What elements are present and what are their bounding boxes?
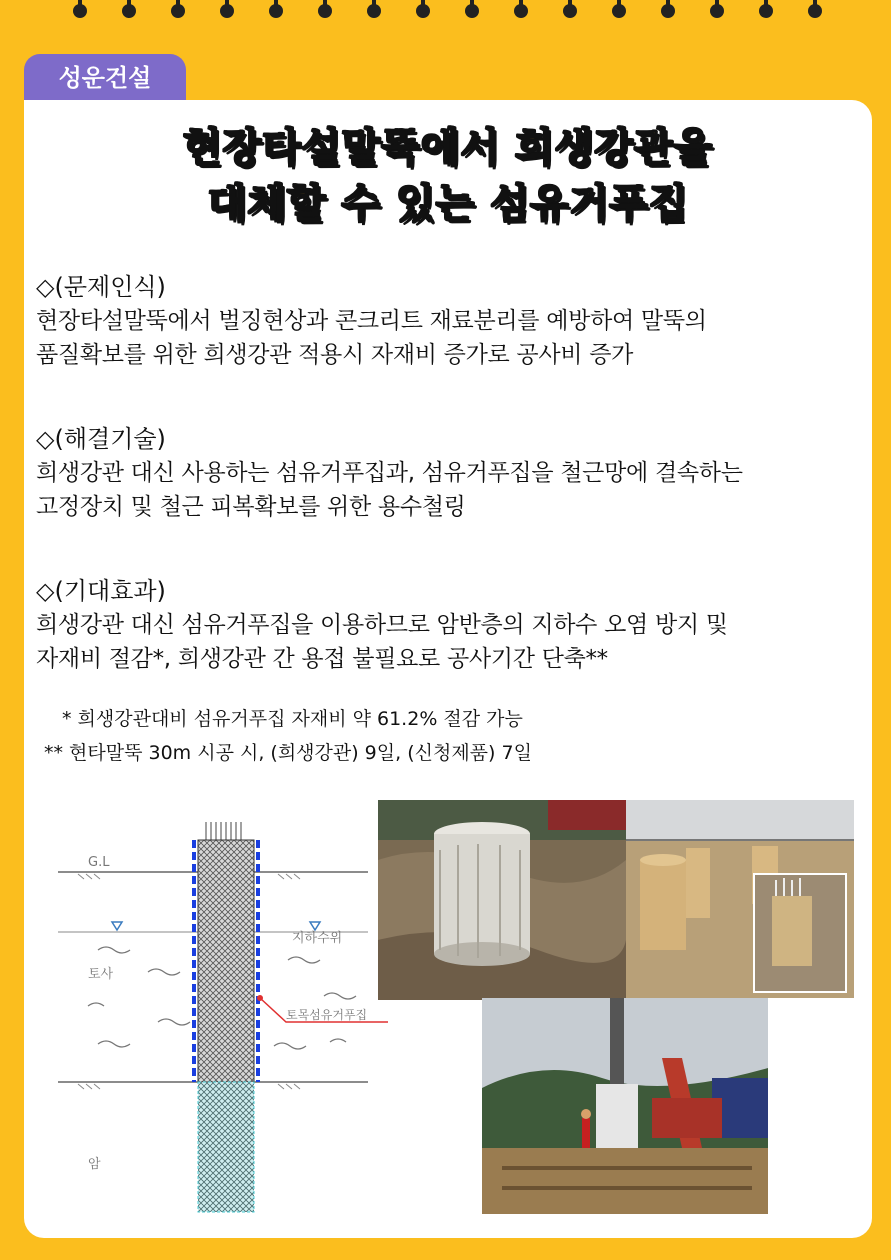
page-title <box>24 120 872 232</box>
photo-pile-group <box>626 800 854 998</box>
section-effect <box>36 574 866 676</box>
section-line: 자재비 절감*, 희생강관 간 용접 불필요로 공사기간 단축** <box>36 646 608 672</box>
title-line-2: 대체할 수 있는 섬유거푸집 <box>207 181 689 227</box>
binder-ring <box>465 4 479 18</box>
section-heading: ◇(기대효과) <box>36 577 166 605</box>
binder-ring <box>612 4 626 18</box>
rock-label: 암 <box>88 1157 101 1172</box>
photo-pile-head <box>378 800 626 1000</box>
binder-ring <box>661 4 675 18</box>
binder-ring <box>416 4 430 18</box>
pile-diagram <box>48 810 388 1220</box>
binder-ring <box>808 4 822 18</box>
binder-ring <box>367 4 381 18</box>
footnotes <box>44 702 532 770</box>
section-line: 고정장치 및 철근 피복확보를 위한 용수철링 <box>36 494 466 520</box>
section-solution <box>36 422 866 524</box>
binder-ring <box>122 4 136 18</box>
soil-label: 토사 <box>88 967 114 982</box>
gl-label: G.L <box>88 855 110 870</box>
binder-ring <box>759 4 773 18</box>
section-heading: ◇(해결기술) <box>36 425 166 453</box>
fabric-formwork-label: 토목섬유거푸집 <box>286 1008 368 1022</box>
binder-ring <box>171 4 185 18</box>
content-card <box>24 100 872 1238</box>
binder-ring <box>269 4 283 18</box>
footnote-2: ** 현타말뚝 30m 시공 시, (희생강관) 9일, (신청제품) 7일 <box>44 742 532 764</box>
binder-rings <box>0 0 891 30</box>
section-line: 희생강관 대신 섬유거푸집을 이용하므로 암반층의 지하수 오염 방지 및 <box>36 612 728 638</box>
binder-ring <box>73 4 87 18</box>
title-line-1: 현장타설말뚝에서 희생강관을 <box>182 125 714 171</box>
section-heading: ◇(문제인식) <box>36 273 166 301</box>
binder-ring <box>318 4 332 18</box>
company-tab: 성운건설 <box>24 54 186 106</box>
binder-ring <box>220 4 234 18</box>
section-problem <box>36 270 866 372</box>
water-level-label: 지하수위 <box>292 931 343 946</box>
photo-drilling-rig <box>482 998 768 1214</box>
binder-ring <box>563 4 577 18</box>
section-line: 현장타설말뚝에서 벌징현상과 콘크리트 재료분리를 예방하여 말뚝의 <box>36 308 707 334</box>
binder-ring <box>710 4 724 18</box>
section-line: 희생강관 대신 사용하는 섬유거푸집과, 섬유거푸집을 철근망에 결속하는 <box>36 460 743 486</box>
section-line: 품질확보를 위한 희생강관 적용시 자재비 증가로 공사비 증가 <box>36 342 634 368</box>
footnote-1: * 희생강관대비 섬유거푸집 자재비 약 61.2% 절감 가능 <box>62 708 523 730</box>
binder-ring <box>514 4 528 18</box>
